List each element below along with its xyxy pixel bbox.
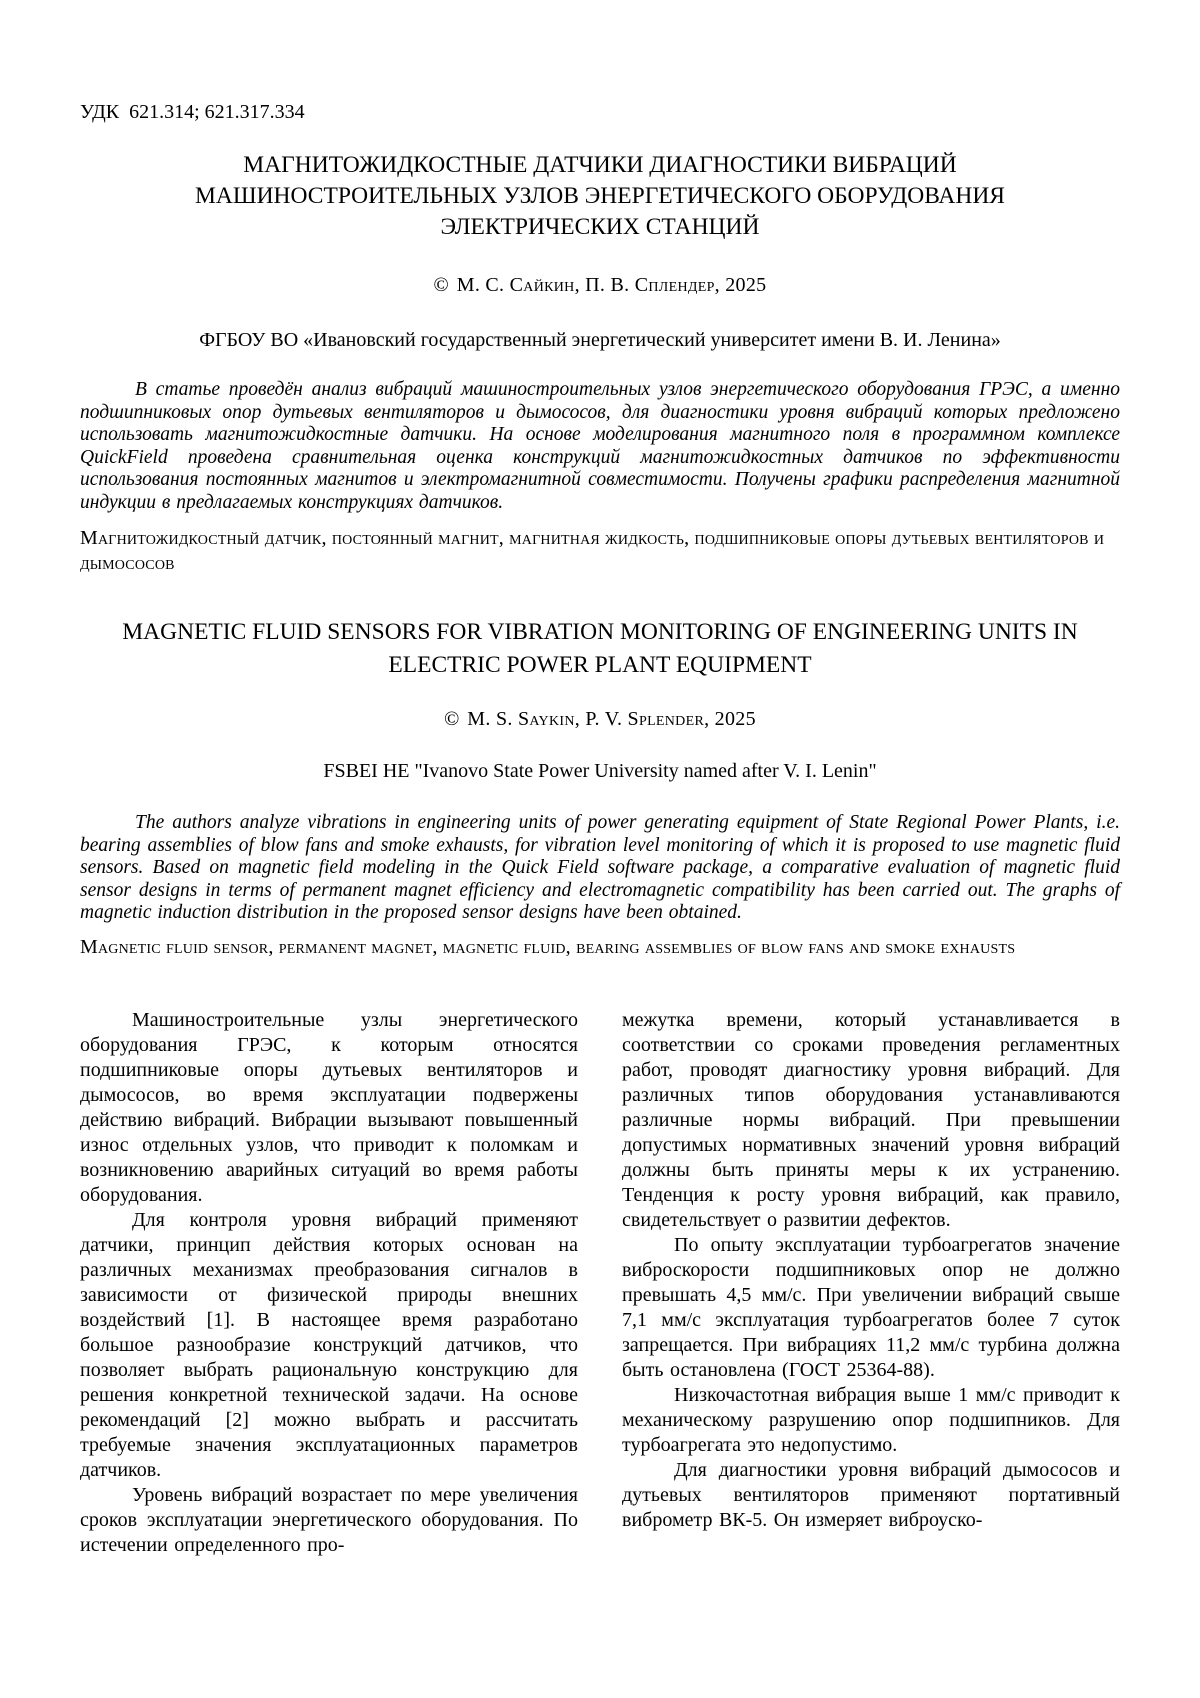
affiliation-en: FSBEI HE "Ivanovo State Power University named after V. I. Lenin" [323, 760, 877, 782]
abstract-en: The authors analyze vibrations in engineering units of power generating equipment of State Regional Power Plants, i.e. bearing assemblies of blow fans and smoke exhausts, for vibration level monitoring of which it is proposed to use magnetic fluid sensors. Based on magnetic field modeling in the Quick Field software package, a comparative evaluation of magnetic fluid sensor designs in terms of permanent magnet efficiency and electromagnetic compatibility has been carried out. The graphs of magnetic induction distribution in the proposed sensor designs have been obtained. [80, 812, 1120, 923]
udc-number: УДК 621.314; 621.317.334 [80, 101, 305, 123]
authors-ru [80, 272, 1120, 298]
body-paragraph: Уровень вибраций возрастает по мере увеличения сроков эксплуатации энергетического оборудования. По истечении определенного про- [80, 1483, 578, 1556]
abstract-ru: В статье проведён анализ вибраций машиностроительных узлов энергетического оборудования ГРЭС, а именно подшипниковых опор дутьевых вентиляторов и дымососов, для диагностики уровня вибраций которых предложено использовать магнитожидкостные датчики. На основе моделирования магнитного поля в программном комплексе QuickField проведена сравнительная оценка конструкций магнитожидкостных датчиков по эффективности использования постоянных магнитов и электромагнитной совместимости. Получены графики распределения магнитной индукции в предлагаемых конструкциях датчиков. [80, 379, 1120, 513]
left-column [80, 1008, 578, 1558]
author-names-en: M. S. Saykin, P. V. Splender, 2025 [467, 708, 756, 730]
body-paragraph: Для диагностики уровня вибраций дымососов и дутьевых вентиляторов применяют портативный виброметр ВК-5. Он измеряет виброуско- [622, 1458, 1120, 1531]
article-title-en: MAGNETIC FLUID SENSORS FOR VIBRATION MONITORING OF ENGINEERING UNITS IN ELECTRIC POWER PLANT EQUIPMENT [122, 619, 1078, 678]
body-paragraph: Машиностроительные узлы энергетического оборудования ГРЭС, к которым относятся подшипниковые опоры дутьевых вентиляторов и дымососов, во время эксплуатации подвержены действию вибраций. Вибрации вызывают повышенный износ отдельных узлов, что приводит к поломкам и возникновению аварийных ситуаций во время работы оборудования. [80, 1008, 578, 1206]
body-columns [80, 1008, 1120, 1558]
author-names-ru: М. С. Сайкин, П. В. Сплендер, 2025 [456, 274, 767, 296]
affiliation-ru: ФГБОУ ВО «Ивановский государственный энергетический университет имени В. И. Ленина» [199, 329, 1001, 351]
body-paragraph-continuation: межутка времени, который устанавливается в соответствии со сроками проведения регламентных работ, проводят диагностику уровня вибраций. Для различных типов оборудования устанавливаются различные нормы вибраций. При превышении допустимых нормативных значений уровня вибраций должны быть приняты меры к их устранению. Тенденция к росту уровня вибраций, как правило, свидетельствует о развитии дефектов. [622, 1008, 1120, 1231]
copyright-symbol-en: © [444, 708, 460, 730]
body-paragraph: Для контроля уровня вибраций применяют датчики, принцип действия которых основан на различных механизмах преобразования сигналов в зависимости от физической природы внешних воздействий [1]. В настоящее время разработано большое разнообразие конструкций датчиков, что позволяет выбрать рациональную конструкцию для решения конкретной технической задачи. На основе рекомендаций [2] можно выбрать и рассчитать требуемые значения эксплуатационных параметров датчиков. [80, 1208, 578, 1481]
keywords-ru: Магнитожидкостный датчик, постоянный магнит, магнитная жидкость, подшипниковые опоры дутьевых вентиляторов и дымососов [80, 527, 1105, 574]
copyright-symbol-ru: © [433, 274, 449, 296]
body-paragraph: Низкочастотная вибрация выше 1 мм/с приводит к механическому разрушению опор подшипников. Для турбоагрегата это недопустимо. [622, 1383, 1120, 1456]
keywords-en: Magnetic fluid sensor, permanent magnet, magnetic fluid, bearing assemblies of blow fans and smoke exhausts [80, 935, 1016, 958]
article-title-ru: МАГНИТОЖИДКОСТНЫЕ ДАТЧИКИ ДИАГНОСТИКИ ВИБРАЦИЙ МАШИНОСТРОИТЕЛЬНЫХ УЗЛОВ ЭНЕРГЕТИЧЕСКОГО ОБОРУДОВАНИЯ ЭЛЕКТРИЧЕСКИХ СТАНЦИЙ [195, 152, 1005, 240]
right-column [622, 1008, 1120, 1558]
body-paragraph: По опыту эксплуатации турбоагрегатов значение виброскорости подшипниковых опор не должно превышать 4,5 мм/с. При увеличении вибраций свыше 7,1 мм/с эксплуатация турбоагрегатов более 7 суток запрещается. При вибрациях 11,2 мм/с турбина должна быть остановлена (ГОСТ 25364-88). [622, 1233, 1120, 1381]
authors-en [80, 706, 1120, 732]
